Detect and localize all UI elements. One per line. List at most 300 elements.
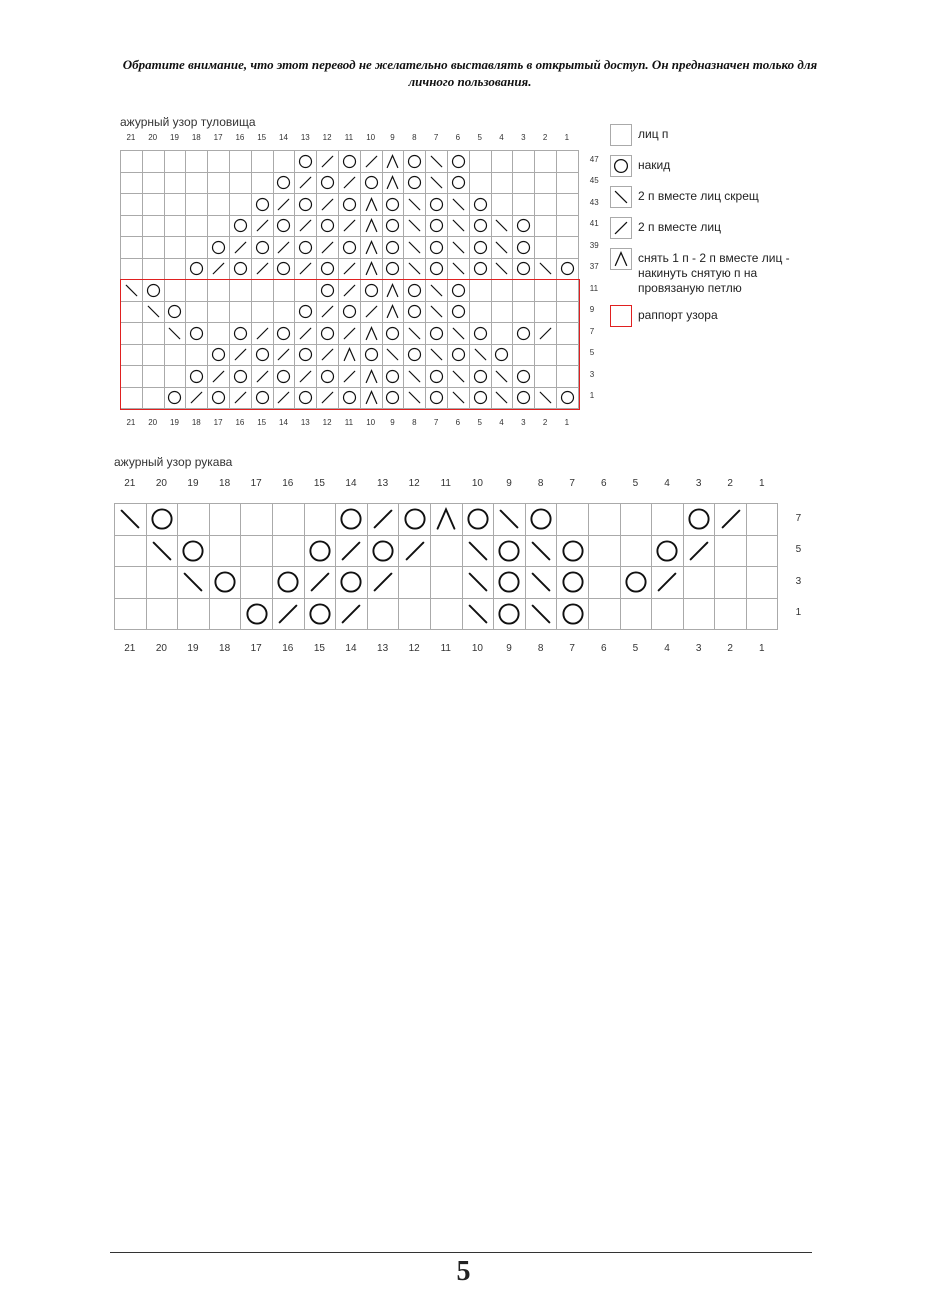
- symbol-legend: [610, 124, 825, 336]
- k2tog-symbol: [274, 388, 296, 410]
- k2tog-symbol: [368, 504, 400, 536]
- row-label: 41: [589, 219, 599, 229]
- k2tog-symbol: [252, 366, 274, 388]
- knit-cell: [492, 323, 514, 345]
- knit-cell: [186, 237, 208, 259]
- yarn-over-symbol: [621, 567, 653, 599]
- sk2p-symbol: [383, 280, 405, 302]
- yarn-over-symbol: [361, 280, 383, 302]
- legend-label: снять 1 п - 2 п вместе лиц - накинуть снятую п на провязаную петлю: [638, 251, 790, 295]
- col-label: 6: [601, 643, 607, 654]
- knit-cell: [399, 567, 431, 599]
- k2tog-symbol: [336, 599, 368, 631]
- knit-cell: [121, 259, 143, 281]
- caret-legend-icon: [610, 248, 632, 270]
- yarn-over-symbol: [361, 345, 383, 367]
- yarn-over-symbol: [557, 567, 589, 599]
- ssk-symbol: [492, 259, 514, 281]
- col-label: 15: [313, 478, 325, 489]
- knit-cell: [208, 216, 230, 238]
- knit-cell: [121, 216, 143, 238]
- col-label: 20: [148, 418, 158, 427]
- col-label: 2: [542, 133, 548, 142]
- yarn-over-symbol: [305, 536, 337, 568]
- yarn-over-symbol: [339, 388, 361, 410]
- yarn-over-symbol: [383, 259, 405, 281]
- col-label: 9: [390, 418, 395, 427]
- sk2p-symbol: [383, 173, 405, 195]
- knit-cell: [143, 151, 165, 173]
- yarn-over-symbol: [295, 151, 317, 173]
- col-label: 21: [126, 133, 136, 142]
- yarn-over-symbol: [470, 366, 492, 388]
- row-label: 39: [589, 240, 599, 250]
- page-number: 5: [456, 1256, 471, 1287]
- knit-cell: [210, 536, 242, 568]
- knit-cell: [208, 194, 230, 216]
- knit-cell: [115, 567, 147, 599]
- sleeve-chart-grid: [114, 503, 778, 630]
- knit-cell: [535, 280, 557, 302]
- knit-cell: [186, 151, 208, 173]
- yarn-over-symbol: [383, 366, 405, 388]
- knit-cell: [121, 194, 143, 216]
- k2tog-symbol: [399, 536, 431, 568]
- knit-cell: [513, 280, 535, 302]
- sleeve-chart-title: ажурный узор рукава: [114, 455, 233, 469]
- knit-cell: [557, 366, 579, 388]
- translation-notice: Обратите внимание, что этот перевод не желательно выставлять в открытый доступ. Он предназначен только для личного пользования.: [122, 57, 818, 89]
- yarn-over-symbol: [317, 216, 339, 238]
- knit-cell: [165, 345, 187, 367]
- knit-cell: [241, 504, 273, 536]
- backslash-legend-icon: [610, 186, 632, 208]
- col-label: 5: [632, 643, 639, 654]
- yarn-over-symbol: [208, 237, 230, 259]
- yarn-over-symbol: [426, 388, 448, 410]
- yarn-over-symbol: [404, 345, 426, 367]
- knit-cell: [557, 302, 579, 324]
- ssk-symbol: [492, 366, 514, 388]
- yarn-over-symbol: [383, 216, 405, 238]
- yarn-over-symbol: [652, 536, 684, 568]
- row-label: 3: [795, 575, 802, 587]
- knit-cell: [652, 599, 684, 631]
- knit-cell: [535, 194, 557, 216]
- knit-cell: [121, 302, 143, 324]
- knit-cell: [492, 194, 514, 216]
- col-label: 12: [322, 418, 332, 427]
- col-label: 21: [124, 643, 136, 654]
- legend-label: 2 п вместе лиц: [638, 220, 721, 234]
- knit-cell: [747, 567, 779, 599]
- k2tog-symbol: [274, 237, 296, 259]
- yarn-over-symbol: [208, 345, 230, 367]
- col-label: 14: [279, 418, 288, 427]
- knit-cell: [589, 504, 621, 536]
- row-label: 1: [795, 607, 802, 619]
- col-label: 14: [279, 133, 288, 142]
- yarn-over-symbol: [448, 173, 470, 195]
- k2tog-symbol: [317, 151, 339, 173]
- knit-cell: [557, 345, 579, 367]
- yarn-over-symbol: [494, 599, 526, 631]
- col-label: 8: [537, 643, 544, 654]
- knit-cell: [143, 345, 165, 367]
- ssk-symbol: [492, 216, 514, 238]
- legend-item: [610, 124, 825, 146]
- yarn-over-symbol: [404, 302, 426, 324]
- col-label: 18: [219, 478, 231, 489]
- col-label: 20: [155, 643, 167, 654]
- ssk-symbol: [115, 504, 147, 536]
- knit-cell: [165, 237, 187, 259]
- knit-cell: [684, 567, 716, 599]
- col-label: 3: [521, 418, 526, 427]
- col-label: 12: [322, 133, 332, 142]
- knit-cell: [165, 280, 187, 302]
- yarn-over-symbol: [295, 302, 317, 324]
- ssk-symbol: [494, 504, 526, 536]
- knit-cell: [535, 151, 557, 173]
- knit-cell: [431, 567, 463, 599]
- knit-cell: [147, 599, 179, 631]
- ssk-symbol: [404, 323, 426, 345]
- col-label: 1: [759, 478, 765, 489]
- ssk-symbol: [426, 302, 448, 324]
- knit-cell: [186, 173, 208, 195]
- col-label: 16: [235, 133, 245, 142]
- knit-cell: [557, 237, 579, 259]
- yarn-over-symbol: [339, 302, 361, 324]
- knit-cell: [165, 366, 187, 388]
- ssk-symbol: [404, 216, 426, 238]
- k2tog-symbol: [684, 536, 716, 568]
- yarn-over-symbol: [317, 259, 339, 281]
- knit-cell: [621, 504, 653, 536]
- yarn-over-symbol: [336, 504, 368, 536]
- yarn-over-symbol: [339, 151, 361, 173]
- col-label: 16: [282, 478, 294, 489]
- ssk-symbol: [147, 536, 179, 568]
- yarn-over-symbol: [494, 536, 526, 568]
- k2tog-symbol: [252, 259, 274, 281]
- sk2p-symbol: [383, 302, 405, 324]
- ssk-symbol: [404, 388, 426, 410]
- k2tog-symbol: [186, 388, 208, 410]
- ssk-symbol: [143, 302, 165, 324]
- legend-item: [610, 186, 825, 208]
- yarn-over-symbol: [252, 237, 274, 259]
- knit-cell: [115, 599, 147, 631]
- col-label: 6: [455, 418, 461, 427]
- knit-cell: [210, 599, 242, 631]
- knit-cell: [143, 388, 165, 410]
- knit-cell: [186, 216, 208, 238]
- knit-cell: [513, 302, 535, 324]
- k2tog-symbol: [295, 173, 317, 195]
- knit-cell: [230, 151, 252, 173]
- col-label: 11: [440, 643, 451, 654]
- knit-cell: [589, 567, 621, 599]
- knit-cell: [399, 599, 431, 631]
- col-label: 17: [250, 478, 262, 489]
- k2tog-symbol: [339, 323, 361, 345]
- col-label: 20: [148, 133, 158, 142]
- k2tog-symbol: [317, 237, 339, 259]
- k2tog-symbol: [339, 280, 361, 302]
- yarn-over-symbol: [317, 323, 339, 345]
- yarn-over-symbol: [448, 302, 470, 324]
- col-label: 4: [499, 133, 504, 142]
- knit-cell: [143, 259, 165, 281]
- yarn-over-symbol: [361, 173, 383, 195]
- yarn-over-symbol: [513, 259, 535, 281]
- yarn-over-symbol: [339, 194, 361, 216]
- ssk-symbol: [448, 366, 470, 388]
- k2tog-symbol: [361, 151, 383, 173]
- knit-cell: [513, 194, 535, 216]
- yarn-over-symbol: [463, 504, 495, 536]
- sk2p-symbol: [361, 237, 383, 259]
- col-label: 14: [345, 478, 357, 489]
- knit-cell: [230, 280, 252, 302]
- col-label: 7: [433, 133, 439, 142]
- knit-cell: [165, 173, 187, 195]
- yarn-over-symbol: [273, 567, 305, 599]
- yarn-over-symbol: [526, 504, 558, 536]
- knit-cell: [535, 216, 557, 238]
- row-label: 9: [589, 305, 595, 315]
- ssk-symbol: [383, 345, 405, 367]
- knit-cell: [513, 173, 535, 195]
- yarn-over-symbol: [557, 536, 589, 568]
- body-chart-title: ажурный узор туловища: [120, 115, 256, 129]
- ssk-symbol: [535, 388, 557, 410]
- knit-cell: [143, 366, 165, 388]
- knit-cell: [178, 599, 210, 631]
- row-label: 43: [589, 197, 599, 207]
- col-label: 5: [477, 418, 482, 427]
- knit-cell: [252, 280, 274, 302]
- col-label: 21: [126, 418, 136, 427]
- knit-cell: [273, 536, 305, 568]
- col-label: 19: [170, 418, 179, 427]
- col-label: 19: [187, 478, 199, 489]
- ssk-symbol: [426, 151, 448, 173]
- k2tog-symbol: [252, 216, 274, 238]
- ssk-symbol: [448, 237, 470, 259]
- yarn-over-symbol: [274, 216, 296, 238]
- col-label: 9: [506, 478, 512, 489]
- k2tog-symbol: [361, 302, 383, 324]
- col-label: 3: [695, 478, 702, 489]
- ssk-symbol: [404, 366, 426, 388]
- knit-cell: [186, 302, 208, 324]
- slash-legend-icon: [610, 217, 632, 239]
- yarn-over-symbol: [186, 366, 208, 388]
- knit-cell: [513, 151, 535, 173]
- col-label: 18: [191, 418, 201, 427]
- knit-cell: [165, 194, 187, 216]
- yarn-over-symbol: [143, 280, 165, 302]
- row-label: 37: [589, 262, 599, 272]
- knit-cell: [492, 151, 514, 173]
- k2tog-symbol: [368, 567, 400, 599]
- yarn-over-symbol: [230, 216, 252, 238]
- ssk-symbol: [426, 173, 448, 195]
- knit-cell: [121, 323, 143, 345]
- row-label: 47: [589, 154, 599, 164]
- knit-cell: [747, 504, 779, 536]
- k2tog-symbol: [652, 567, 684, 599]
- k2tog-symbol: [317, 302, 339, 324]
- legend-label: 2 п вместе лиц скрещ: [638, 189, 759, 203]
- k2tog-symbol: [295, 259, 317, 281]
- yarn-over-symbol: [513, 216, 535, 238]
- knit-cell: [121, 173, 143, 195]
- col-label: 2: [727, 643, 733, 654]
- k2tog-symbol: [252, 323, 274, 345]
- ssk-symbol: [535, 259, 557, 281]
- yarn-over-symbol: [186, 323, 208, 345]
- yarn-over-symbol: [557, 599, 589, 631]
- circle-legend-icon: [610, 155, 632, 177]
- legend-label: лиц п: [638, 127, 669, 141]
- k2tog-symbol: [339, 259, 361, 281]
- yarn-over-symbol: [513, 237, 535, 259]
- col-label: 4: [499, 418, 504, 427]
- knit-cell: [165, 259, 187, 281]
- knit-cell: [186, 345, 208, 367]
- yarn-over-symbol: [230, 259, 252, 281]
- knit-cell: [535, 345, 557, 367]
- body-chart-grid: [120, 150, 579, 409]
- knit-cell: [165, 216, 187, 238]
- col-label: 1: [759, 643, 765, 654]
- col-label: 1: [564, 133, 570, 142]
- yarn-over-symbol: [383, 194, 405, 216]
- knit-cell: [535, 237, 557, 259]
- col-label: 10: [366, 418, 376, 427]
- knit-cell: [143, 237, 165, 259]
- knit-cell: [186, 194, 208, 216]
- legend-label: накид: [638, 158, 671, 172]
- yarn-over-symbol: [684, 504, 716, 536]
- yarn-over-symbol: [295, 237, 317, 259]
- yarn-over-symbol: [165, 388, 187, 410]
- k2tog-symbol: [339, 216, 361, 238]
- knit-cell: [557, 173, 579, 195]
- k2tog-symbol: [317, 345, 339, 367]
- knit-cell: [470, 173, 492, 195]
- legend-label: раппорт узора: [638, 308, 718, 322]
- yarn-over-symbol: [241, 599, 273, 631]
- ssk-symbol: [526, 599, 558, 631]
- ssk-symbol: [448, 323, 470, 345]
- knit-cell: [557, 323, 579, 345]
- yarn-over-symbol: [383, 323, 405, 345]
- knit-cell: [121, 151, 143, 173]
- yarn-over-symbol: [494, 567, 526, 599]
- yarn-over-symbol: [404, 173, 426, 195]
- col-label: 3: [521, 133, 526, 142]
- knit-cell: [147, 567, 179, 599]
- col-label: 4: [664, 478, 670, 489]
- yarn-over-symbol: [426, 237, 448, 259]
- knit-cell: [589, 536, 621, 568]
- knit-cell: [684, 599, 716, 631]
- yarn-over-symbol: [210, 567, 242, 599]
- knit-cell: [143, 194, 165, 216]
- knit-cell: [230, 194, 252, 216]
- yarn-over-symbol: [165, 302, 187, 324]
- col-label: 2: [542, 418, 548, 427]
- ssk-symbol: [404, 237, 426, 259]
- knit-cell: [535, 302, 557, 324]
- col-label: 19: [187, 643, 199, 654]
- knit-cell: [252, 302, 274, 324]
- row-label: 7: [795, 512, 802, 524]
- knit-cell: [513, 345, 535, 367]
- col-label: 15: [257, 133, 267, 142]
- col-label: 2: [727, 478, 733, 489]
- legend-item: [610, 155, 825, 177]
- row-label: 3: [589, 369, 595, 379]
- col-label: 13: [377, 478, 389, 489]
- col-label: 17: [213, 133, 223, 142]
- knit-cell: [143, 173, 165, 195]
- yarn-over-symbol: [470, 323, 492, 345]
- knit-cell: [178, 504, 210, 536]
- col-label: 1: [564, 418, 570, 427]
- yarn-over-symbol: [513, 366, 535, 388]
- ssk-symbol: [463, 536, 495, 568]
- col-label: 11: [344, 418, 354, 427]
- yarn-over-symbol: [448, 345, 470, 367]
- yarn-over-symbol: [252, 194, 274, 216]
- yarn-over-symbol: [404, 280, 426, 302]
- yarn-over-symbol: [426, 259, 448, 281]
- ssk-symbol: [526, 536, 558, 568]
- ssk-symbol: [470, 345, 492, 367]
- yarn-over-symbol: [208, 388, 230, 410]
- k2tog-symbol: [274, 345, 296, 367]
- knit-cell: [535, 173, 557, 195]
- yarn-over-symbol: [470, 216, 492, 238]
- k2tog-symbol: [230, 345, 252, 367]
- k2tog-symbol: [715, 504, 747, 536]
- legend-item: [610, 248, 825, 296]
- sk2p-symbol: [361, 194, 383, 216]
- k2tog-symbol: [274, 194, 296, 216]
- sk2p-symbol: [361, 388, 383, 410]
- knit-cell: [121, 388, 143, 410]
- yarn-over-symbol: [230, 323, 252, 345]
- ssk-symbol: [463, 599, 495, 631]
- col-label: 12: [408, 643, 420, 654]
- row-label: 7: [589, 326, 595, 336]
- ssk-symbol: [492, 388, 514, 410]
- sk2p-symbol: [383, 151, 405, 173]
- knit-cell: [431, 536, 463, 568]
- k2tog-symbol: [305, 567, 337, 599]
- yarn-over-symbol: [470, 259, 492, 281]
- sk2p-symbol: [339, 345, 361, 367]
- col-label: 13: [377, 643, 389, 654]
- knit-cell: [143, 323, 165, 345]
- red-square-legend-icon: [610, 305, 632, 327]
